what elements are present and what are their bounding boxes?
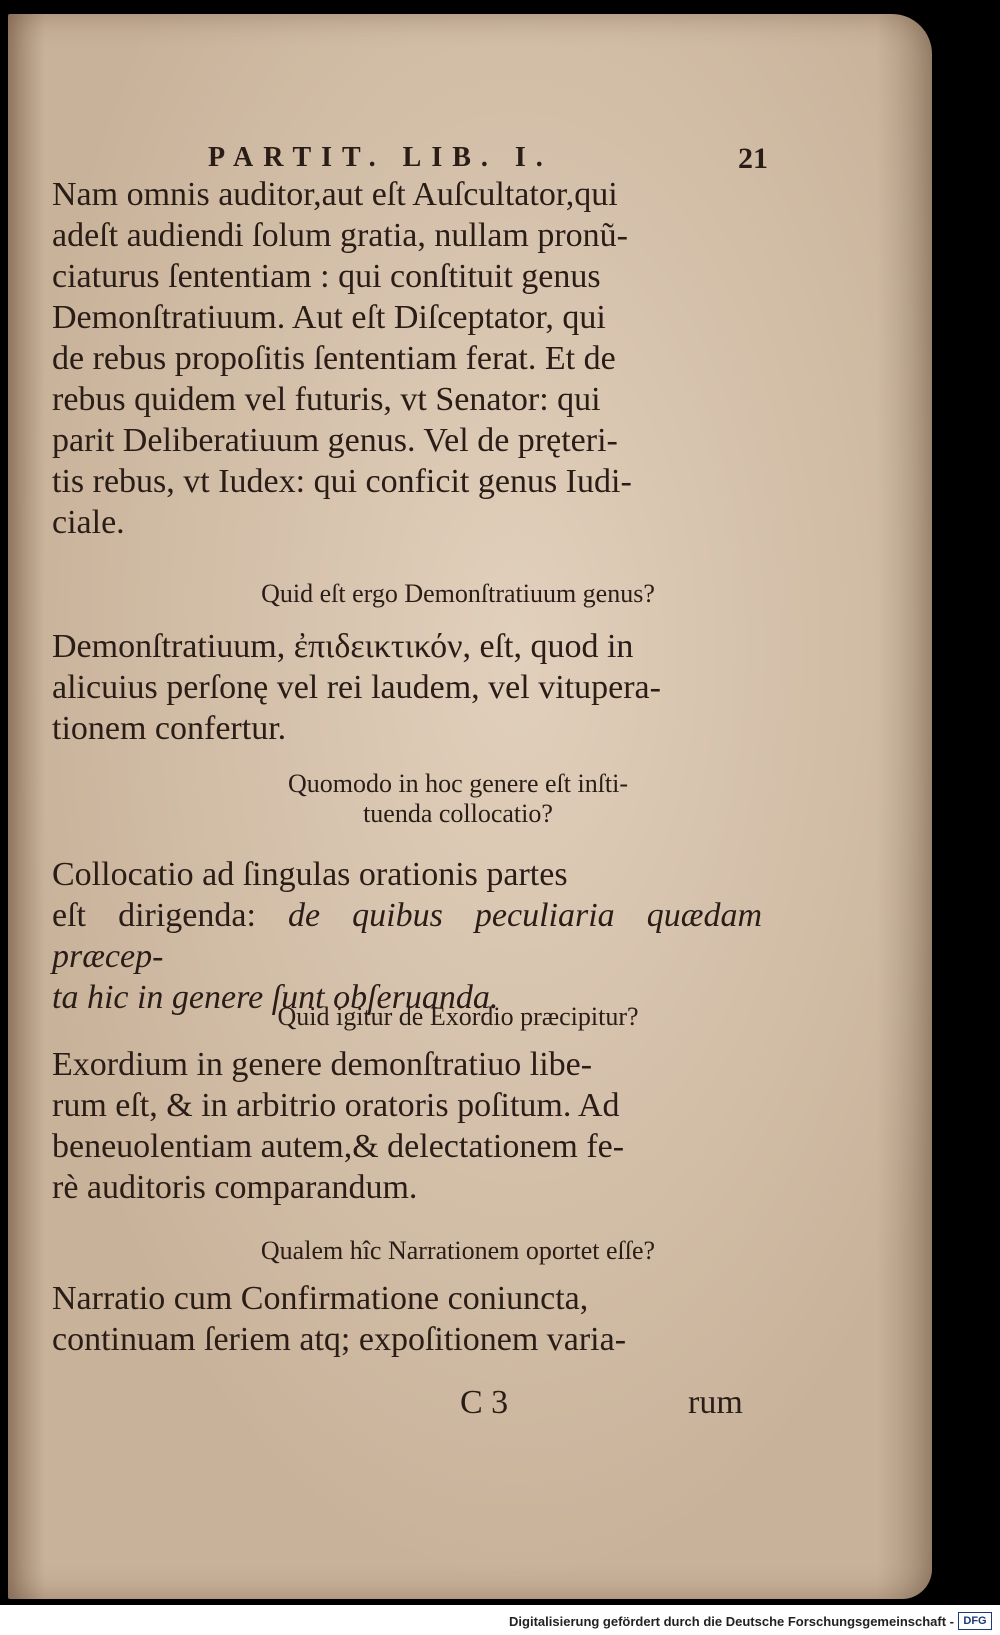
text-line: ciaturus ſententiam : qui conſtituit genus: [52, 258, 601, 295]
text-line: Quomodo in hoc genere eſt inſti-: [287, 769, 629, 798]
page-number: 21: [738, 142, 768, 175]
text-line: Exordium in genere demonſtratiuo libe-: [52, 1046, 593, 1083]
text-line: tionem confertur.: [52, 710, 287, 747]
signature-mark: C 3: [460, 1384, 509, 1421]
dfg-logo[interactable]: DFG: [958, 1612, 992, 1630]
text-line: rè auditoris comparandum.: [52, 1169, 418, 1206]
text-line: de rebus propoſitis ſententiam ferat. Et de: [52, 340, 616, 377]
italic-text: de quibus peculiaria quædam præcep-: [52, 897, 762, 975]
text-line: alicuius perſonę vel rei laudem, vel vitupera-: [52, 669, 661, 706]
paragraph-collocatio: [52, 854, 762, 1018]
text-line: [52, 895, 762, 977]
text-line: rebus quidem vel futuris, vt Senator: qui: [52, 381, 601, 418]
book-page: [8, 14, 932, 1599]
running-header: [208, 142, 768, 176]
running-title: PARTIT. LIB. I.: [208, 142, 553, 173]
text-line: rum eſt, & in arbitrio oratoris poſitum. Ad: [52, 1087, 620, 1124]
text-line: Demonſtratiuum, ἐπιδεικτικόν, eſt, quod in: [52, 628, 634, 665]
text-line: beneuolentiam autem,& delectationem fe-: [52, 1128, 625, 1165]
text-line: parit Deliberatiuum genus. Vel de pręteri-: [52, 422, 618, 459]
question-narratio: Qualem hîc Narrationem oportet eſſe?: [260, 1236, 656, 1265]
paragraph-exordium: [52, 1044, 762, 1208]
text-line: adeſt audiendi ſolum gratia, nullam pronũ-: [52, 217, 628, 254]
question-exordio: Quid igitur de Exordio præcipitur?: [277, 1002, 639, 1031]
catchword: rum: [688, 1384, 743, 1421]
text-line: Collocatio ad ſingulas orationis partes: [52, 856, 568, 893]
text-line: tuenda collocatio?: [363, 799, 553, 828]
paragraph-narratio: [52, 1278, 762, 1360]
text-line: Narratio cum Confirmatione coniuncta,: [52, 1280, 589, 1317]
question-demonstrativum: Quid eſt ergo Demonſtratiuum genus?: [261, 579, 655, 608]
text-line: ta hic in genere ſunt obſeruanda.: [52, 979, 499, 1016]
paragraph-auditor: [52, 174, 762, 543]
question-collocatio: [8, 769, 908, 829]
text-line: Demonſtratiuum. Aut eſt Diſceptator, qui: [52, 299, 606, 336]
text-line: ciale.: [52, 504, 125, 541]
roman-text: eſt dirigenda:: [52, 897, 256, 934]
paragraph-demonstrativum: [52, 626, 762, 749]
text-line: Nam omnis auditor,aut eſt Auſcultator,qui: [52, 176, 618, 213]
text-line: tis rebus, vt Iudex: qui conficit genus Iudi-: [52, 463, 632, 500]
text-line: continuam ſeriem atq; expoſitionem varia-: [52, 1321, 627, 1358]
digitization-credit: Digitalisierung gefördert durch die Deutsche Forschungsgemeinschaft -: [509, 1614, 954, 1629]
